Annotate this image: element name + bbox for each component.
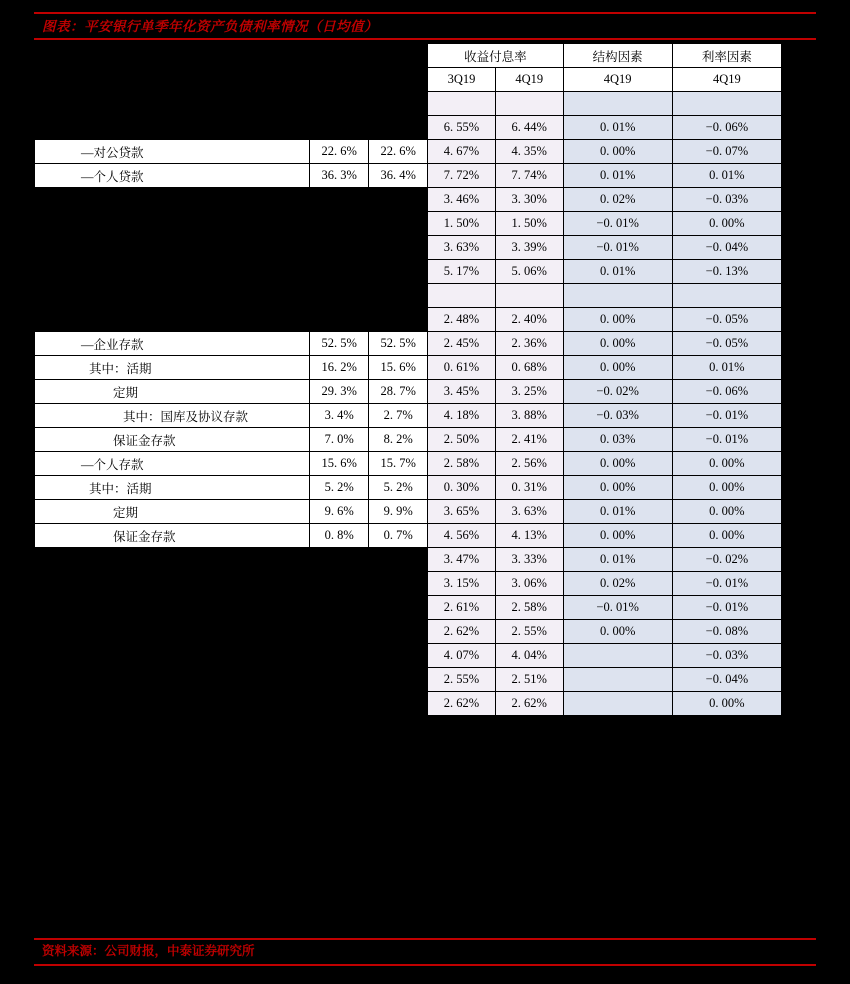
row-rate-3q19: 3. 65%: [428, 500, 496, 524]
table-head: [35, 44, 782, 92]
source-bottom-rule: [34, 964, 816, 966]
row-rate-3q19: 4. 07%: [428, 644, 496, 668]
row-rate-4q19: 1. 50%: [495, 212, 563, 236]
row-rate-3q19: 6. 55%: [428, 116, 496, 140]
row-rate-3q19: 2. 61%: [428, 596, 496, 620]
table-row: [35, 428, 782, 452]
row-rate-4q19: 2. 51%: [495, 668, 563, 692]
row-rate-factor: −0. 04%: [672, 668, 781, 692]
row-share-4q19-blank: [369, 284, 428, 308]
row-rate-factor: 0. 00%: [672, 212, 781, 236]
row-rate-factor: 0. 00%: [672, 524, 781, 548]
row-rate-factor: −0. 01%: [672, 428, 781, 452]
table-row: [35, 692, 782, 716]
row-structure-factor: 0. 02%: [563, 572, 672, 596]
table-row: [35, 284, 782, 308]
row-share-3q19: 22. 6%: [310, 140, 369, 164]
table-row: [35, 308, 782, 332]
row-rate-4q19: 3. 63%: [495, 500, 563, 524]
row-rate-factor: −0. 01%: [672, 404, 781, 428]
row-rate-factor: −0. 03%: [672, 644, 781, 668]
row-label-blank: [35, 116, 310, 140]
table-row: [35, 596, 782, 620]
row-rate-3q19: 2. 48%: [428, 308, 496, 332]
title-top-rule: [34, 12, 816, 14]
row-share-3q19: 16. 2%: [310, 356, 369, 380]
row-label: 其中：活期: [35, 476, 310, 500]
row-share-3q19-blank: [310, 308, 369, 332]
row-structure-factor: [563, 644, 672, 668]
row-structure-factor: 0. 00%: [563, 524, 672, 548]
row-label-blank: [35, 548, 310, 572]
table-row: [35, 140, 782, 164]
row-rate-factor: −0. 06%: [672, 380, 781, 404]
row-structure-factor: 0. 01%: [563, 548, 672, 572]
row-share-3q19-blank: [310, 692, 369, 716]
row-rate-factor: −0. 05%: [672, 332, 781, 356]
row-share-3q19-blank: [310, 188, 369, 212]
row-rate-factor: −0. 06%: [672, 116, 781, 140]
row-share-4q19-blank: [369, 212, 428, 236]
row-label-blank: [35, 620, 310, 644]
row-label: 定期: [35, 380, 310, 404]
row-share-4q19-blank: [369, 572, 428, 596]
table-row: [35, 164, 782, 188]
row-rate-4q19: 5. 06%: [495, 260, 563, 284]
row-share-3q19-blank: [310, 548, 369, 572]
row-rate-factor: [672, 284, 781, 308]
table-row: [35, 644, 782, 668]
header-yield-rate: 收益付息率: [428, 44, 563, 68]
row-share-4q19: 2. 7%: [369, 404, 428, 428]
row-share-4q19-blank: [369, 668, 428, 692]
row-structure-factor: [563, 668, 672, 692]
row-share-3q19-blank: [310, 212, 369, 236]
row-rate-factor: 0. 00%: [672, 452, 781, 476]
row-label-blank: [35, 692, 310, 716]
row-share-3q19: 7. 0%: [310, 428, 369, 452]
table-row: [35, 476, 782, 500]
row-rate-4q19: 4. 13%: [495, 524, 563, 548]
row-rate-factor: −0. 13%: [672, 260, 781, 284]
source-top-rule: [34, 938, 816, 940]
header-spacer-share1: [310, 44, 369, 68]
row-rate-factor: 0. 01%: [672, 356, 781, 380]
row-rate-3q19: 4. 56%: [428, 524, 496, 548]
subheader-4q19-rate-factor: 4Q19: [672, 68, 781, 92]
row-share-4q19-blank: [369, 620, 428, 644]
row-rate-4q19: 2. 55%: [495, 620, 563, 644]
row-rate-3q19: 3. 47%: [428, 548, 496, 572]
interest-rate-table: [34, 43, 782, 716]
row-label-blank: [35, 188, 310, 212]
row-share-3q19-blank: [310, 596, 369, 620]
row-rate-3q19: 2. 50%: [428, 428, 496, 452]
row-rate-factor: −0. 02%: [672, 548, 781, 572]
row-rate-3q19: 0. 30%: [428, 476, 496, 500]
row-rate-4q19: 2. 36%: [495, 332, 563, 356]
row-rate-4q19: 2. 62%: [495, 692, 563, 716]
row-share-3q19: 15. 6%: [310, 452, 369, 476]
row-label: —个人贷款: [35, 164, 310, 188]
row-share-4q19: 5. 2%: [369, 476, 428, 500]
row-rate-3q19: [428, 92, 496, 116]
row-label: 其中：活期: [35, 356, 310, 380]
row-rate-3q19: 1. 50%: [428, 212, 496, 236]
row-rate-factor: −0. 05%: [672, 308, 781, 332]
row-share-3q19-blank: [310, 92, 369, 116]
row-rate-4q19: 0. 31%: [495, 476, 563, 500]
row-share-4q19-blank: [369, 236, 428, 260]
row-structure-factor: 0. 00%: [563, 356, 672, 380]
row-share-4q19: 22. 6%: [369, 140, 428, 164]
row-share-3q19-blank: [310, 620, 369, 644]
row-share-4q19: 52. 5%: [369, 332, 428, 356]
row-share-4q19: 28. 7%: [369, 380, 428, 404]
row-structure-factor: [563, 92, 672, 116]
row-rate-4q19: [495, 284, 563, 308]
table-row: [35, 92, 782, 116]
row-rate-4q19: 3. 33%: [495, 548, 563, 572]
row-share-4q19: 8. 2%: [369, 428, 428, 452]
table-group-header-row: [35, 44, 782, 68]
subheader-4q19-rate: 4Q19: [495, 68, 563, 92]
row-label-blank: [35, 308, 310, 332]
table-row: [35, 188, 782, 212]
row-rate-3q19: 5. 17%: [428, 260, 496, 284]
row-rate-4q19: 0. 68%: [495, 356, 563, 380]
table-row: [35, 356, 782, 380]
table-row: [35, 620, 782, 644]
row-structure-factor: −0. 03%: [563, 404, 672, 428]
row-rate-3q19: 2. 55%: [428, 668, 496, 692]
row-rate-4q19: 6. 44%: [495, 116, 563, 140]
row-label-blank: [35, 236, 310, 260]
row-share-3q19: 52. 5%: [310, 332, 369, 356]
row-share-4q19: 0. 7%: [369, 524, 428, 548]
row-rate-4q19: [495, 92, 563, 116]
row-rate-factor: 0. 01%: [672, 164, 781, 188]
row-label: 定期: [35, 500, 310, 524]
row-structure-factor: −0. 02%: [563, 380, 672, 404]
row-label-blank: [35, 284, 310, 308]
row-share-4q19-blank: [369, 188, 428, 212]
row-structure-factor: 0. 02%: [563, 188, 672, 212]
row-label: —个人存款: [35, 452, 310, 476]
table-row: [35, 116, 782, 140]
subheader-spacer-label: [35, 68, 310, 92]
subheader-4q19-structure: 4Q19: [563, 68, 672, 92]
header-rate-factor: 利率因素: [672, 44, 781, 68]
row-rate-4q19: 3. 25%: [495, 380, 563, 404]
row-structure-factor: −0. 01%: [563, 212, 672, 236]
table-row: [35, 332, 782, 356]
row-rate-4q19: 3. 39%: [495, 236, 563, 260]
table-row: [35, 548, 782, 572]
table-row: [35, 500, 782, 524]
row-rate-4q19: 3. 88%: [495, 404, 563, 428]
row-share-4q19-blank: [369, 644, 428, 668]
table-row: [35, 524, 782, 548]
row-rate-4q19: 7. 74%: [495, 164, 563, 188]
row-rate-4q19: 2. 58%: [495, 596, 563, 620]
row-rate-factor: −0. 01%: [672, 572, 781, 596]
row-share-3q19: 36. 3%: [310, 164, 369, 188]
row-structure-factor: 0. 03%: [563, 428, 672, 452]
row-share-4q19-blank: [369, 260, 428, 284]
row-rate-3q19: 7. 72%: [428, 164, 496, 188]
row-rate-3q19: 2. 58%: [428, 452, 496, 476]
row-rate-4q19: 4. 35%: [495, 140, 563, 164]
table-row: [35, 404, 782, 428]
row-structure-factor: 0. 00%: [563, 140, 672, 164]
row-rate-4q19: 2. 56%: [495, 452, 563, 476]
row-label-blank: [35, 596, 310, 620]
header-spacer-label: [35, 44, 310, 68]
row-rate-3q19: 4. 67%: [428, 140, 496, 164]
source-note: 资料来源：公司财报，中泰证券研究所: [42, 944, 255, 958]
row-share-4q19: 9. 9%: [369, 500, 428, 524]
row-share-3q19: 9. 6%: [310, 500, 369, 524]
row-structure-factor: 0. 00%: [563, 476, 672, 500]
row-label: —对公贷款: [35, 140, 310, 164]
table-body: [35, 92, 782, 716]
row-rate-factor: [672, 92, 781, 116]
row-rate-3q19: 2. 45%: [428, 332, 496, 356]
row-rate-3q19: 0. 61%: [428, 356, 496, 380]
row-structure-factor: 0. 00%: [563, 452, 672, 476]
row-rate-factor: 0. 00%: [672, 500, 781, 524]
row-label-blank: [35, 260, 310, 284]
row-share-3q19-blank: [310, 572, 369, 596]
row-rate-3q19: 2. 62%: [428, 692, 496, 716]
row-share-3q19-blank: [310, 236, 369, 260]
title-bottom-rule: [34, 38, 816, 40]
row-share-3q19-blank: [310, 260, 369, 284]
row-structure-factor: [563, 692, 672, 716]
row-share-4q19-blank: [369, 596, 428, 620]
row-rate-factor: −0. 01%: [672, 596, 781, 620]
row-share-4q19-blank: [369, 92, 428, 116]
row-share-3q19-blank: [310, 644, 369, 668]
row-rate-3q19: 4. 18%: [428, 404, 496, 428]
page-title: 图表：平安银行单季年化资产负债利率情况（日均值）: [42, 19, 378, 34]
row-rate-3q19: 3. 46%: [428, 188, 496, 212]
row-share-4q19: 15. 7%: [369, 452, 428, 476]
row-label: 保证金存款: [35, 524, 310, 548]
row-share-3q19: 0. 8%: [310, 524, 369, 548]
row-structure-factor: 0. 01%: [563, 164, 672, 188]
row-rate-factor: 0. 00%: [672, 476, 781, 500]
row-structure-factor: 0. 00%: [563, 332, 672, 356]
row-share-4q19: 15. 6%: [369, 356, 428, 380]
row-rate-4q19: 2. 40%: [495, 308, 563, 332]
row-structure-factor: 0. 01%: [563, 500, 672, 524]
row-label-blank: [35, 572, 310, 596]
row-rate-factor: −0. 07%: [672, 140, 781, 164]
row-rate-3q19: 2. 62%: [428, 620, 496, 644]
row-share-3q19-blank: [310, 284, 369, 308]
row-rate-4q19: 3. 06%: [495, 572, 563, 596]
row-label: —企业存款: [35, 332, 310, 356]
table-sub-header-row: [35, 68, 782, 92]
row-label-blank: [35, 212, 310, 236]
row-rate-4q19: 4. 04%: [495, 644, 563, 668]
row-share-3q19-blank: [310, 668, 369, 692]
row-label-blank: [35, 644, 310, 668]
row-structure-factor: 0. 00%: [563, 308, 672, 332]
row-rate-3q19: 3. 45%: [428, 380, 496, 404]
table-row: [35, 212, 782, 236]
table-row: [35, 452, 782, 476]
subheader-3q19-rate: 3Q19: [428, 68, 496, 92]
row-share-4q19-blank: [369, 548, 428, 572]
row-rate-factor: −0. 08%: [672, 620, 781, 644]
row-rate-factor: −0. 04%: [672, 236, 781, 260]
row-share-3q19: 29. 3%: [310, 380, 369, 404]
row-structure-factor: −0. 01%: [563, 236, 672, 260]
row-label-blank: [35, 668, 310, 692]
row-structure-factor: 0. 01%: [563, 116, 672, 140]
row-label: 保证金存款: [35, 428, 310, 452]
header-spacer-share2: [369, 44, 428, 68]
row-rate-3q19: 3. 15%: [428, 572, 496, 596]
subheader-spacer-share2: [369, 68, 428, 92]
table-row: [35, 260, 782, 284]
row-rate-3q19: 3. 63%: [428, 236, 496, 260]
row-rate-4q19: 2. 41%: [495, 428, 563, 452]
header-structure-factor: 结构因素: [563, 44, 672, 68]
table-row: [35, 236, 782, 260]
row-label-blank: [35, 92, 310, 116]
row-share-4q19: 36. 4%: [369, 164, 428, 188]
row-share-3q19-blank: [310, 116, 369, 140]
row-rate-3q19: [428, 284, 496, 308]
table-row: [35, 572, 782, 596]
row-label: 其中：国库及协议存款: [35, 404, 310, 428]
table-row: [35, 380, 782, 404]
row-structure-factor: 0. 01%: [563, 260, 672, 284]
row-rate-4q19: 3. 30%: [495, 188, 563, 212]
row-structure-factor: −0. 01%: [563, 596, 672, 620]
row-share-4q19-blank: [369, 116, 428, 140]
table-row: [35, 668, 782, 692]
subheader-spacer-share1: [310, 68, 369, 92]
row-structure-factor: [563, 284, 672, 308]
row-rate-factor: −0. 03%: [672, 188, 781, 212]
row-rate-factor: 0. 00%: [672, 692, 781, 716]
row-share-4q19-blank: [369, 692, 428, 716]
row-share-3q19: 5. 2%: [310, 476, 369, 500]
row-structure-factor: 0. 00%: [563, 620, 672, 644]
row-share-3q19: 3. 4%: [310, 404, 369, 428]
row-share-4q19-blank: [369, 308, 428, 332]
